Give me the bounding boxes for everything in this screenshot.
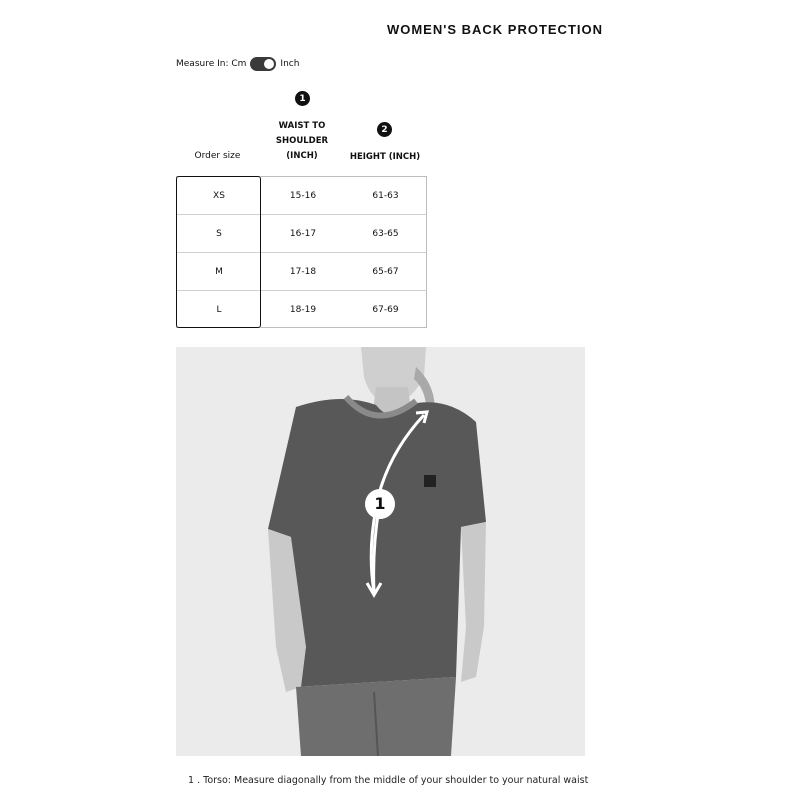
- height-cell: 63-65: [372, 228, 399, 239]
- model-photo: [176, 347, 585, 756]
- unit-toggle-group: [176, 57, 299, 71]
- size-cell[interactable]: M: [215, 266, 223, 277]
- size-cell[interactable]: S: [216, 228, 222, 239]
- waist-header-line-1: WAIST TO: [278, 121, 326, 131]
- model-illustration: [176, 347, 585, 756]
- height-cell: 67-69: [372, 304, 399, 315]
- measure-label: Measure In: Cm: [176, 59, 247, 69]
- size-table: [176, 176, 427, 328]
- waist-header-line-3: (INCH): [286, 151, 318, 161]
- order-size-header: Order size: [194, 151, 241, 161]
- table-row: [177, 214, 426, 252]
- size-cell[interactable]: L: [216, 304, 222, 315]
- height-cell: 61-63: [372, 190, 399, 201]
- table-row: [177, 177, 426, 215]
- photo-measurement-marker: 1: [374, 494, 386, 513]
- table-row: [177, 290, 426, 328]
- size-cell[interactable]: XS: [213, 190, 225, 201]
- unit-toggle[interactable]: [250, 57, 276, 71]
- page-title: WOMEN'S BACK PROTECTION: [386, 22, 604, 37]
- measurement-1-badge: 1: [295, 91, 310, 106]
- toggle-knob: [264, 59, 274, 69]
- waist-cell: 17-18: [289, 266, 317, 277]
- waist-cell: 18-19: [289, 304, 317, 315]
- footnote-number: 1 .: [188, 775, 201, 786]
- height-cell: 65-67: [372, 266, 399, 277]
- height-header: HEIGHT (INCH): [349, 152, 421, 162]
- waist-cell: 16-17: [289, 228, 317, 239]
- measurement-2-badge: 2: [377, 122, 392, 137]
- column-divider: [260, 176, 261, 328]
- waist-header-line-2: SHOULDER: [275, 136, 329, 146]
- unit-inch-label: Inch: [280, 59, 300, 69]
- waist-cell: 15-16: [289, 190, 317, 201]
- torso-footnote: [188, 775, 588, 786]
- footnote-text: Torso: Measure diagonally from the middle of your shoulder to your natural waist: [203, 775, 589, 786]
- table-row: [177, 252, 426, 290]
- waist-to-shoulder-header: [262, 119, 342, 164]
